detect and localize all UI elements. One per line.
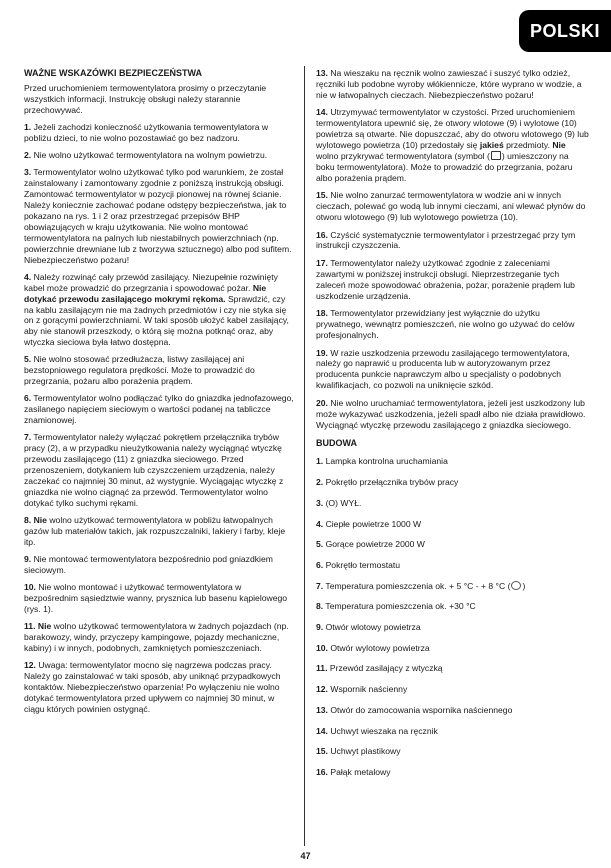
- budowa-item-4: 4. Ciepłe powietrze 1000 W: [316, 518, 422, 529]
- safety-item-5: 5. Nie wolno stosować przedłużacza, listwy zasilającej ani bezstopniowego regulatora prędkości. Może to prowadzić do przegrzania, pożaru albo porażenia prądem.: [24, 354, 255, 387]
- safety-item-19: 19. W razie uszkodzenia przewodu zasilającego termowentylatora, należy go naprawić u producenta lub w autoryzowanym przez producenta punkcie naprawczym albo u specjalisty o podobnych kwalifikacjach, co pozwoli na uniknięcie szkód.: [316, 347, 570, 391]
- budowa-item-6: 6. Pokrętło termostatu: [316, 559, 401, 570]
- budowa-item-9: 9. Otwór wlotowy powietrza: [316, 622, 421, 633]
- safety-item-11: 11. Nie wolno użytkować termowentylatora w żadnych pojazdach (np. barakowozy, windy, przyczepy kampingowe, pojazdy mechaniczne, kabiny) i w innych, podobnych, zamkniętych pomieszczeniach.: [24, 621, 289, 654]
- safety-item-9: 9. Nie montować termowentylatora bezpośrednio pod gniazdkiem sieciowym.: [24, 554, 273, 576]
- budowa-item-1: 1. Lampka kontrolna uruchamiania: [316, 456, 448, 467]
- safety-item-6: 6. Termowentylator wolno podłączać tylko do gniazdka jednofazowego, zasilanego napięciem sieciowym o wartości podanej na tabliczce znamionowej.: [24, 393, 294, 426]
- column-divider: [304, 66, 305, 846]
- budowa-title: BUDOWA: [316, 438, 357, 449]
- frost-protection-icon: [511, 581, 521, 590]
- safety-item-2: 2. Nie wolno użytkować termowentylatora na wolnym powietrzu.: [24, 150, 268, 161]
- safety-item-10: 10. Nie wolno montować i użytkować termowentylatora w bezpośrednim sąsiedztwie wanny, prysznica lub basenu kąpielowego (rys. 1).: [24, 582, 288, 615]
- safety-item-12: 12. Uwaga: termowentylator mocno się nagrzewa podczas pracy. Należy go zainstalować w taki sposób, aby uniknąć przypadkowych kontaktów. Niebezpieczeństwo oparzenia! Po wyłączeniu nie wolno dotykać termowentylatora przed upływem co najmniej 30 minut, w ciągu których powinien ostygnąć.: [24, 660, 281, 714]
- safety-item-18: 18. Termowentylator przewidziany jest wyłącznie do użytku prywatnego, wewnątrz pomieszczeń, nie wolno go używać do celów profesjonalnych.: [316, 308, 575, 340]
- safety-item-16: 16. Czyścić systematycznie termowentylator i przestrzegać przy tym instrukcji czyszczenia.: [316, 229, 576, 251]
- safety-item-1: 1. Jeżeli zachodzi konieczność użytkowania termowentylatora w pobliżu dzieci, to nie wolno pozostawiać go bez nadzoru.: [24, 122, 269, 143]
- safety-item-8: 8. Nie wolno użytkować termowentylatora w pobliżu łatwopalnych gazów lub materiałów takich, jak rozpuszczalniki, lakiery i farby, kleje itp.: [24, 515, 286, 547]
- safety-item-7: 7. Termowentylator należy wyłączać pokrętłem przełącznika trybów pracy (2), a w przypadku nieużytkowania należy wyciągnąć wtyczkę przewodu zasilającego (11) z gniazdka sieciowego. Przed przenoszeniem, dotykaniem lub czyszczeniem urządzenia, należy zaczekać co najmniej 30 minut, aż wystygnie. Wyciągając wtyczkę z gniazdka nie wolno ciągnąć za przewód. Termowentylator wolno dotykać tylko suchymi rękami.: [24, 432, 284, 508]
- budowa-item-2: 2. Pokrętło przełącznika trybów pracy: [316, 477, 459, 488]
- left-column: [24, 68, 296, 721]
- budowa-item-11: 11. Przewód zasilający z wtyczką: [316, 663, 443, 674]
- budowa-item-13: 13. Otwór do zamocowania wspornika naściennego: [316, 704, 513, 715]
- language-tab: POLSKI: [519, 10, 611, 52]
- budowa-item-15: 15. Uchwyt plastikowy: [316, 746, 401, 757]
- safety-item-20: 20. Nie wolno uruchamiać termowentylatora, jeżeli jest uszkodzony lub może wykazywać uszkodzenia, jeżeli spadł albo nie działa prawidłowo. Wyciągnąć wtyczkę przewodu zasilającego z gniazdka sieciowego.: [316, 397, 586, 430]
- budowa-item-5: 5. Gorące powietrze 2000 W: [316, 539, 425, 550]
- safety-item-17: 17. Termowentylator należy użytkować zgodnie z zaleceniami zawartymi w poniższej instrukcji obsługi. Nieprzestrzeganie tych zaleceń może spowodować obrażenia, pożar, porażenie prądem lub uszkodzenie urządzenia.: [316, 257, 575, 301]
- safety-item-3: 3. Termowentylator wolno użytkować tylko pod warunkiem, że został zainstalowany i zamontowany zgodnie z poniższą instrukcją obsługi. Zamontować termowentylator w pozycji pionowej na równej ścianie. Należy koniecznie zachować podane odstępy bezpieczeństwa, jak to pokazano na rys. 1 i 2 oraz przestrzegać przepisów BHP obowiązujących w kraju użytkowania. Nie wolno montować termowentylatora na palnych lub niestabilnych powierzchniach (np. powierzchnie drewniane lub z tworzywa sztucznego) albo pod sufitem. Niebezpieczeństwo pożaru!: [24, 167, 292, 265]
- no-cover-symbol-icon: [491, 151, 501, 160]
- right-column: [316, 68, 589, 788]
- safety-item-15: 15. Nie wolno zanurzać termowentylatora w wodzie ani w innych cieczach, polewać go wodą lub innymi cieczami, ani wlewać płynów do otworu wlotowego (9) lub wylotowego powietrza (10).: [316, 190, 586, 223]
- safety-item-14: 14. Utrzymywać termowentylator w czystości. Przed uruchomieniem termowentylatora upewnić się, że otwory wlotowe (9) i wylotowe (10) powietrza są otwarte. Nie dopuszczać, aby do otworu wlotowego (9) lub wylotowego powietrza (10) przedostały się jakieś przedmioty. Nie wolno przykrywać termowentylatora (symbol ( ) umieszczony na boku termowentylatora). Może to prowadzić do przegrzania, pożaru albo porażenia prądem.: [316, 107, 589, 183]
- safety-item-13: 13. Na wieszaku na ręcznik wolno zawieszać i suszyć tylko odzież, ręczniki lub podobne wyroby włókiennicze, które wyprano w wodzie, a nie w łatwopalnych cieczach. Niebezpieczeństwo pożaru!: [316, 68, 582, 100]
- budowa-item-12: 12. Wspornik naścienny: [316, 684, 408, 695]
- budowa-item-8: 8. Temperatura pomieszczenia ok. +30 °C: [316, 601, 476, 612]
- page-number: 47: [300, 851, 311, 861]
- budowa-item-16: 16. Pałąk metalowy: [316, 766, 391, 777]
- budowa-item-10: 10. Otwór wylotowy powietrza: [316, 642, 430, 653]
- safety-title: WAŻNE WSKAZÓWKI BEZPIECZEŃSTWA: [24, 68, 202, 78]
- safety-intro: Przed uruchomieniem termowentylatora prosimy o przeczytanie wszystkich informacji. Instrukcję obsługi należy starannie przechowywać.: [24, 83, 267, 115]
- budowa-item-14: 14. Uchwyt wieszaka na ręcznik: [316, 725, 438, 736]
- budowa-item-7: 7. Temperatura pomieszczenia ok. + 5 °C - + 8 °C ( ): [316, 580, 526, 591]
- budowa-item-3: 3. (O) WYŁ.: [316, 497, 362, 508]
- safety-item-4: 4. Należy rozwinąć cały przewód zasilający. Niezupełnie rozwinięty kabel może prowadzić do przegrzania i spowodować pożar. Nie dotykać przewodu zasilającego mokrymi rękoma. Sprawdzić, czy na kablu zasilającym nie ma żadnych przedmiotów i czy nie styka się on z gorącymi powierzchniami. W taki sposób ułożyć kabel zasilający, aby nie stanowił przeszkody, o którą się można potknąć oraz, aby wtyczka sieciowa była łatwo dostępna.: [24, 271, 289, 348]
